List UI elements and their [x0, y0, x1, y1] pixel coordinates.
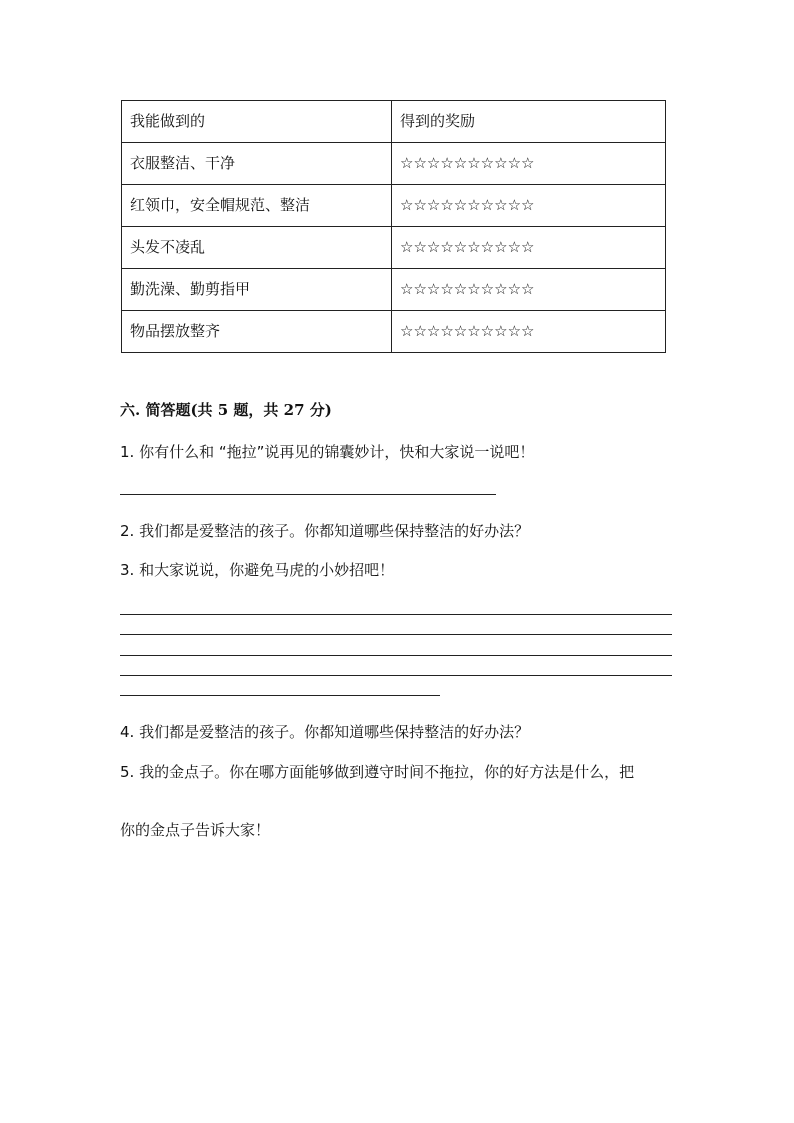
table-cell-reward-stars[interactable]: ☆☆☆☆☆☆☆☆☆☆: [392, 185, 666, 227]
table-row: [122, 185, 666, 227]
table-cell-reward-stars[interactable]: ☆☆☆☆☆☆☆☆☆☆: [392, 269, 666, 311]
question-2: 2. 我们都是爱整洁的孩子。你都知道哪些保持整洁的好办法？: [120, 522, 530, 540]
table-cell-reward-stars[interactable]: ☆☆☆☆☆☆☆☆☆☆: [392, 227, 666, 269]
table-header-row: [122, 101, 666, 143]
answer-line[interactable]: [120, 695, 440, 696]
question-1: 1. 你有什么和 “拖拉”说再见的锦囊妙计，快和大家说一说吧！: [120, 443, 535, 461]
table-header-cell: 我能做到的: [122, 101, 392, 143]
table-cell-item: 红领巾，安全帽规范、整洁: [122, 185, 392, 227]
table-cell-item: 头发不凌乱: [122, 227, 392, 269]
table-row: [122, 143, 666, 185]
table-cell-reward-stars[interactable]: ☆☆☆☆☆☆☆☆☆☆: [392, 311, 666, 353]
table-cell-item: 衣服整洁、干净: [122, 143, 392, 185]
answer-line[interactable]: [120, 634, 672, 635]
table-row: [122, 269, 666, 311]
table-cell-item: 勤洗澡、勤剪指甲: [122, 269, 392, 311]
answer-line[interactable]: [120, 494, 496, 495]
question-5-continued: 你的金点子告诉大家！: [120, 821, 271, 839]
answer-line[interactable]: [120, 655, 672, 656]
table-cell-item: 物品摆放整齐: [122, 311, 392, 353]
question-5: 5. 我的金点子。你在哪方面能够做到遵守时间不拖拉，你的好方法是什么，把: [120, 763, 635, 781]
question-4: 4. 我们都是爱整洁的孩子。你都知道哪些保持整洁的好办法？: [120, 723, 530, 741]
question-3: 3. 和大家说说，你避免马虎的小妙招吧！: [120, 561, 395, 579]
table-cell-reward-stars[interactable]: ☆☆☆☆☆☆☆☆☆☆: [392, 143, 666, 185]
table-header-cell: 得到的奖励: [392, 101, 666, 143]
section-title: 六. 简答题(共 5 题，共 27 分): [120, 401, 332, 419]
reward-table: [121, 100, 666, 353]
table-row: [122, 227, 666, 269]
table-row: [122, 311, 666, 353]
answer-line[interactable]: [120, 675, 672, 676]
answer-line[interactable]: [120, 614, 672, 615]
